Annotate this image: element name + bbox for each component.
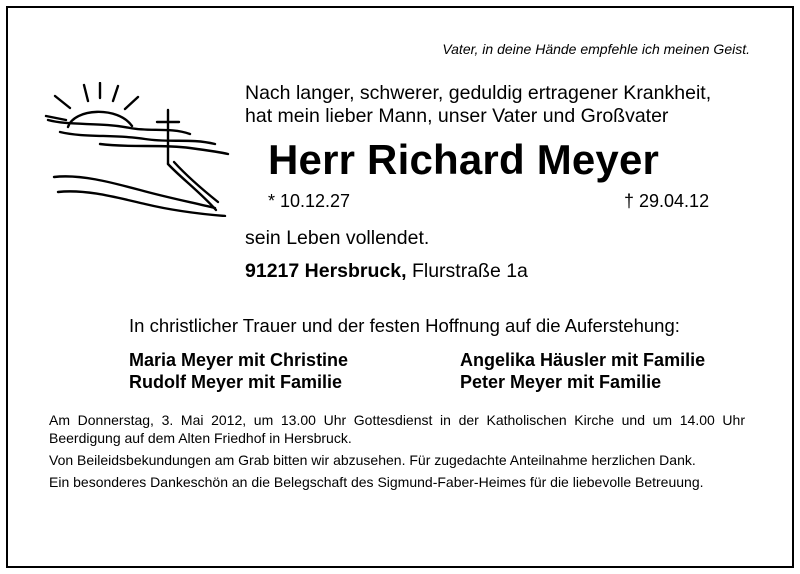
ended-text: sein Leben vollendet. (245, 227, 430, 249)
birth-date: * 10.12.27 (268, 191, 351, 211)
address-city: 91217 Hersbruck, (245, 260, 407, 282)
mourners-left (129, 349, 348, 393)
address (245, 260, 528, 283)
intro-text (245, 82, 765, 128)
faith-line: In christlicher Trauer und der festen Hoffnung auf die Auferstehung: (129, 315, 680, 336)
note-thanks: Ein besonderes Dankeschön an die Belegschaft des Sigmund-Faber-Heimes für die liebevolle Betreuung. (49, 474, 704, 490)
sunrise-cross-icon (40, 82, 230, 217)
note-condolences: Von Beileidsbekundungen am Grab bitten wir abzusehen. Für zugedachte Anteilnahme herzlichen Dank. (49, 452, 696, 468)
mourner: Rudolf Meyer mit Familie (129, 372, 343, 392)
mourner: Peter Meyer mit Familie (460, 372, 662, 392)
intro-line-2: hat mein lieber Mann, unser Vater und Großvater (245, 105, 669, 127)
mourner: Angelika Häusler mit Familie (460, 350, 706, 370)
notes (49, 411, 745, 495)
mourner: Maria Meyer mit Christine (129, 350, 349, 370)
note-funeral: Am Donnerstag, 3. Mai 2012, um 13.00 Uhr Gottesdienst in der Katholischen Kirche und um 14.00 Uhr Beerdigung auf dem Alten Friedhof in Hersbruck. (49, 412, 745, 446)
address-street: Flurstraße 1a (406, 260, 528, 282)
deceased-name: Herr Richard Meyer (268, 136, 660, 183)
mourners-right (460, 349, 705, 393)
death-date: † 29.04.12 (624, 191, 710, 211)
intro-line-1: Nach langer, schwerer, geduldig ertragener Krankheit, (245, 82, 712, 104)
motto: Vater, in deine Hände empfehle ich meinen Geist. (442, 41, 750, 57)
